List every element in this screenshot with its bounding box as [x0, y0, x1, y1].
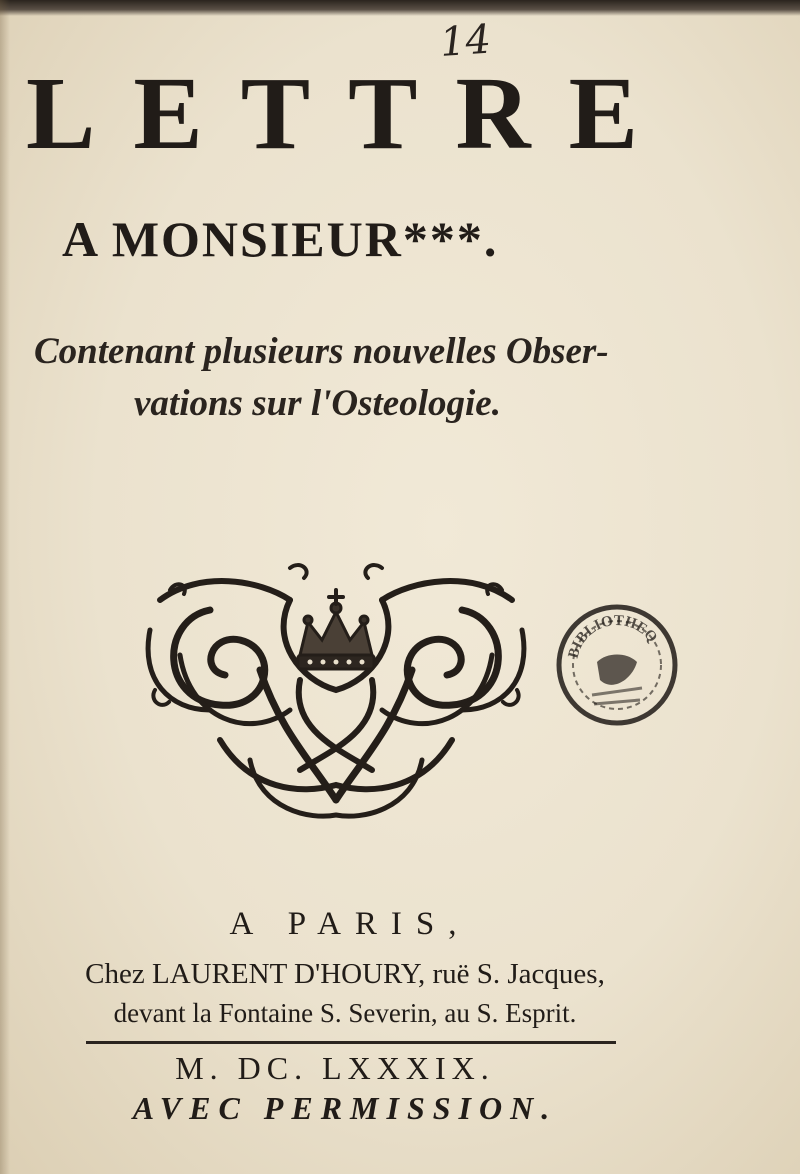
description-line-1: Contenant plusieurs nouvelles Obser- — [34, 331, 609, 372]
stamp-text: BIBLIOTHEQ — [565, 612, 661, 661]
imprint-place: A PARIS, — [229, 906, 471, 942]
privilege-line: AVEC PERMISSION. — [132, 1090, 558, 1126]
publication-date: M. DC. LXXXIX. — [175, 1050, 495, 1086]
description-line-2: vations sur l'Osteologie. — [134, 383, 501, 424]
crowned-monogram-ornament-icon — [140, 560, 532, 830]
description — [34, 326, 674, 430]
page-top-edge — [0, 0, 800, 16]
imprint-publisher: Chez LAURENT D'HOURY, ruë S. Jacques, — [85, 958, 605, 990]
library-stamp-icon — [552, 600, 682, 730]
page-subtitle: A MONSIEUR***. — [62, 211, 499, 267]
page-title: LETTRE — [26, 56, 676, 171]
imprint-address: devant la Fontaine S. Severin, au S. Esprit. — [113, 998, 577, 1028]
divider-rule — [86, 1041, 616, 1044]
handwritten-annotation: 14 — [438, 16, 493, 67]
